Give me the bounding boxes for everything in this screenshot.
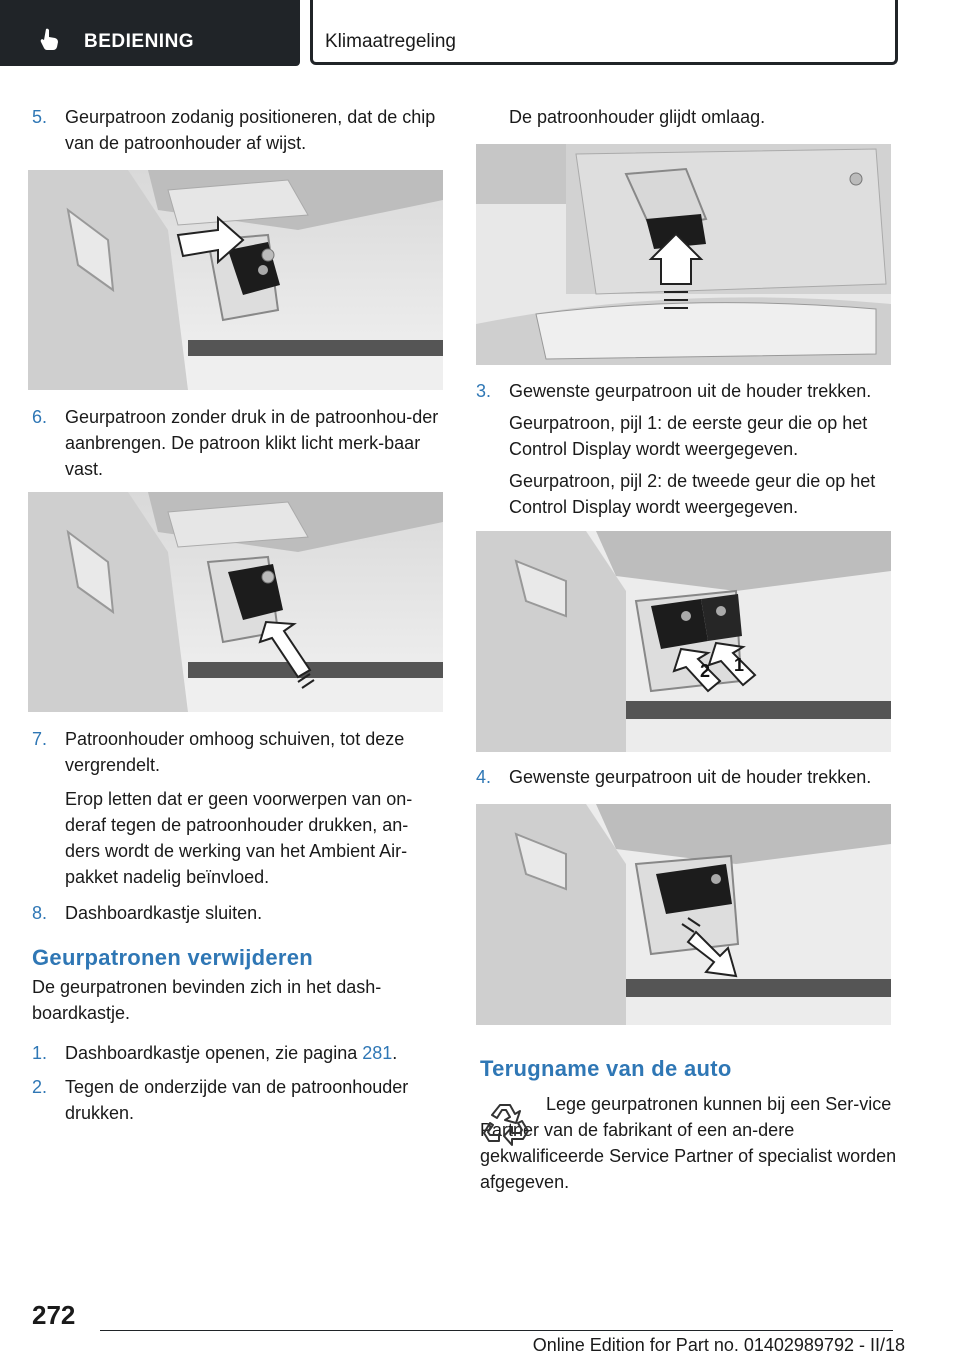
step-3-note-1: Geurpatroon, pijl 1: de eerste geur die op het Control Display wordt weergegeven.: [509, 413, 868, 459]
right-step-3-block: [476, 378, 896, 520]
arrow-label-1: 1: [734, 655, 745, 675]
left-step-7-block: [32, 726, 440, 1126]
left-step-2: [32, 1074, 440, 1126]
illustration-insert-cartridge: [28, 492, 443, 712]
step-number: 2.: [32, 1077, 48, 1097]
left-step-8: [32, 900, 440, 926]
illustration-pull-cartridges: [476, 531, 891, 752]
edition-note: Online Edition for Part no. 01402989792 - II/18: [532, 1335, 905, 1355]
recycle-notice: [480, 1091, 900, 1195]
right-step-4: [476, 764, 896, 790]
step-3-note-2: Geurpatroon, pijl 2: de tweede geur die op het Control Display wordt weergegeven.: [509, 471, 876, 517]
step-number: 5.: [32, 107, 48, 127]
hand-pointer-icon: [40, 28, 60, 50]
step-number: 4.: [476, 767, 492, 787]
step-text: Dashboardkastje openen, zie pagina: [65, 1043, 358, 1063]
page-link[interactable]: 281: [362, 1043, 393, 1063]
right-lead: [476, 104, 896, 130]
step-text: Gewenste geurpatroon uit de houder trekken.: [509, 767, 872, 787]
section-heading-remove: Geurpatronen verwijderen: [32, 945, 314, 970]
right-step-3: [476, 378, 896, 404]
step-number: 3.: [476, 381, 492, 401]
step-number: 7.: [32, 729, 48, 749]
illustration-holder-slides: [476, 144, 891, 365]
left-step-6: [32, 404, 440, 482]
arrow-label-2: 2: [700, 661, 711, 681]
step-number: 6.: [32, 407, 48, 427]
step-number: 8.: [32, 903, 48, 923]
page-header: [0, 0, 960, 66]
remove-intro: De geurpatronen bevinden zich in het dash‐boardkastje.: [32, 977, 382, 1023]
step-text: Geurpatroon zonder druk in de patroonhou‐der aanbrengen. De patroon klikt licht merk‐baar vast.: [65, 407, 439, 479]
illustration-position-cartridge: [28, 170, 443, 390]
step-number: 1.: [32, 1043, 48, 1063]
recycle-icon: [482, 1101, 530, 1147]
footer-rule: [100, 1330, 893, 1331]
left-step-7: [32, 726, 440, 778]
left-step-1: [32, 1040, 440, 1066]
left-step-5: [32, 104, 440, 156]
illustration-pull-one-cartridge: [476, 804, 891, 1025]
step-7-note: Erop letten dat er geen voorwerpen van on‐deraf tegen de patroonhouder drukken, an‐ders wordt de werking van het Ambient Air-pakket nadelig beïnvloed.: [65, 789, 413, 887]
step-text: Gewenste geurpatroon uit de houder trekken.: [509, 381, 872, 401]
chapter-title: Klimaatregeling: [325, 31, 456, 52]
recycle-text: Lege geurpatronen kunnen bij een Ser‐vice Partner van de fabrikant of een an‐dere gekwalificeerde Service Partner of specialist worden afgegeven.: [480, 1094, 897, 1192]
page-number: 272: [32, 1300, 76, 1330]
step-text: Geurpatroon zodanig positioneren, dat de chip van de patroonhouder af wijst.: [65, 107, 436, 153]
section-label: BEDIENING: [84, 31, 195, 52]
section-heading-return: Terugname van de auto: [480, 1056, 732, 1081]
step-text-end: .: [392, 1043, 398, 1063]
step-text: Dashboardkastje sluiten.: [65, 903, 263, 923]
step-text: Patroonhouder omhoog schuiven, tot deze vergrendelt.: [65, 729, 405, 775]
step-text: Tegen de onderzijde van de patroonhouder drukken.: [65, 1077, 409, 1123]
lead-text: De patroonhouder glijdt omlaag.: [509, 107, 766, 127]
section-tab[interactable]: [0, 0, 300, 66]
right-recycle-block: [480, 1055, 900, 1195]
